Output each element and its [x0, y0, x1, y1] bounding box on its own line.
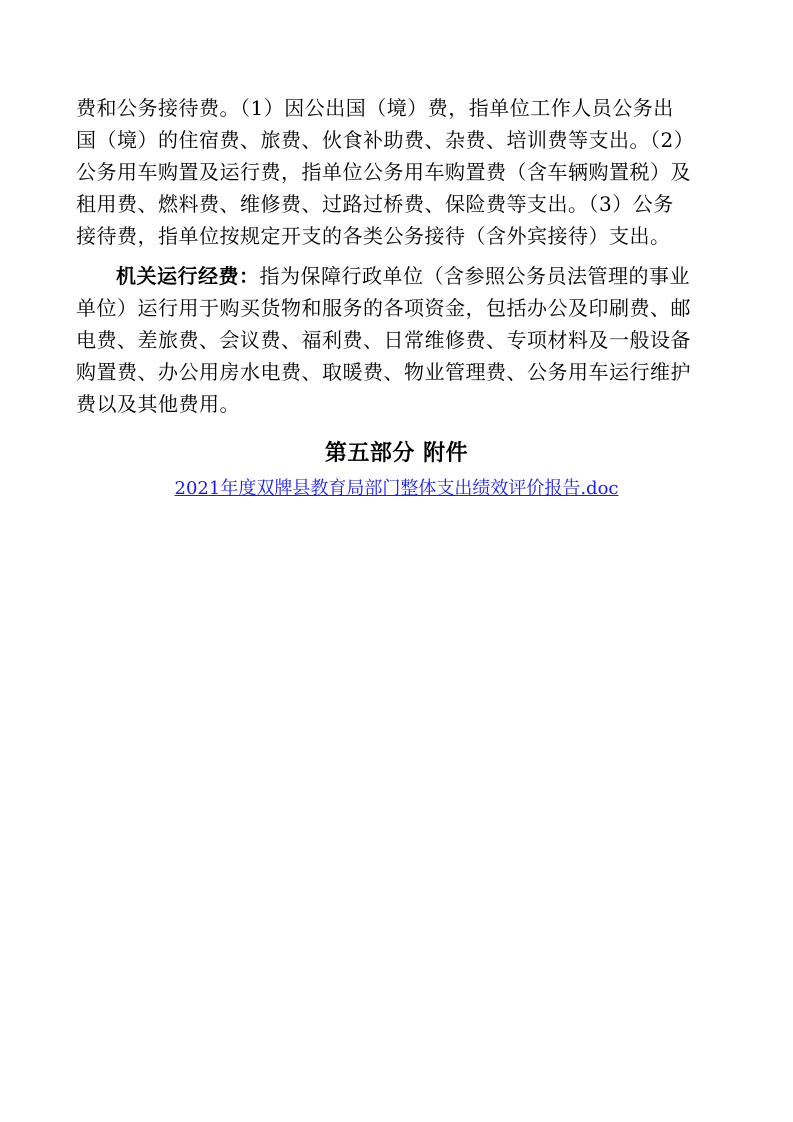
text-line: 费以及其他费用。 [76, 392, 240, 416]
text-line-first [76, 260, 726, 292]
section-heading: 第五部分 附件 [324, 441, 469, 466]
term-definition-start: 指为保障行政单位（含参照公务员法管理的事业 [259, 264, 690, 288]
text-line: 国（境）的住宿费、旅费、伙食补助费、杂费、培训费等支出。（2） [76, 128, 695, 152]
text-line: 费和公务接待费。（1）因公出国（境）费，指单位工作人员公务出 [76, 96, 674, 120]
text-line: 电费、差旅费、会议费、福利费、日常维修费、专项材料及一般设备 [76, 328, 691, 352]
paragraph-public-expense-definition [76, 92, 726, 252]
text-line: 单位）运行用于购买货物和服务的各项资金，包括办公及印刷费、邮 [76, 296, 691, 320]
attachment-link[interactable]: 2021年度双牌县教育局部门整体支出绩效评价报告.doc [174, 478, 619, 499]
text-line: 公务用车购置及运行费，指单位公务用车购置费（含车辆购置税）及 [76, 160, 691, 184]
term-label: 机关运行经费： [116, 264, 260, 288]
attachment-link-row [0, 476, 793, 502]
text-line: 租用费、燃料费、维修费、过路过桥费、保险费等支出。（3）公务 [76, 192, 674, 216]
text-line: 接待费，指单位按规定开支的各类公务接待（含外宾接待）支出。 [76, 224, 671, 248]
text-line: 购置费、办公用房水电费、取暖费、物业管理费、公务用车运行维护 [76, 360, 691, 384]
paragraph-operating-expense-definition [76, 260, 726, 420]
